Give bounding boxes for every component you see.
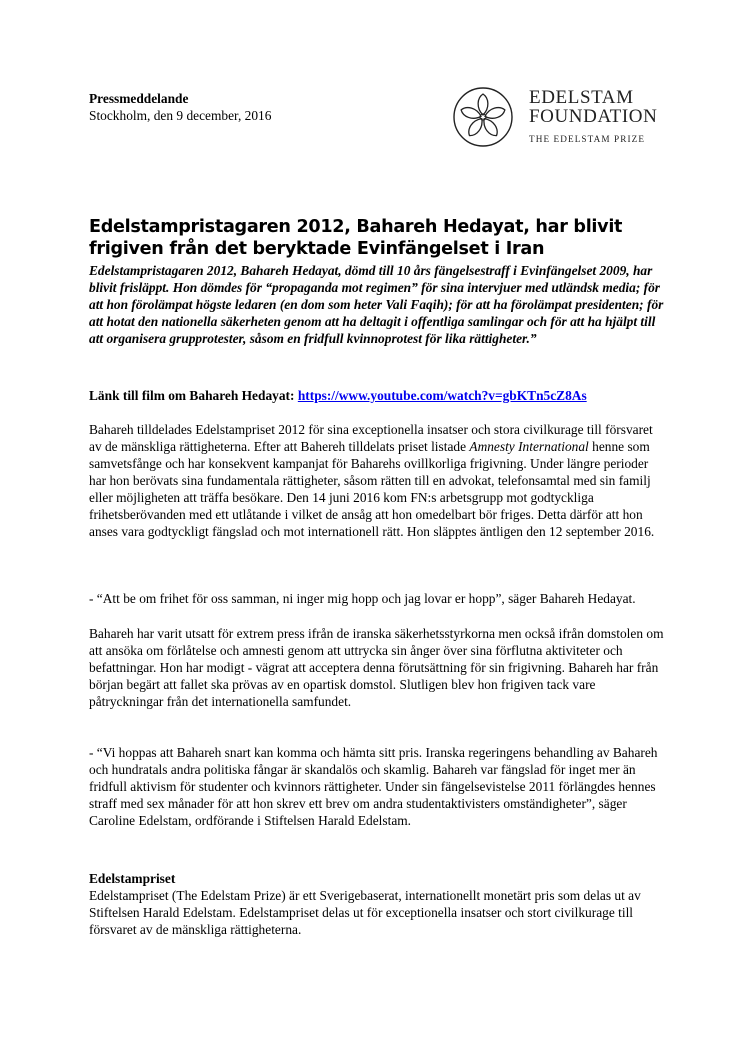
p1-text-a: Bahareh tilldelades Edelstampriset 2012 för sina exceptionella insatser och stora civilkurage till försvaret av de mänskliga rättigheterna. Efter att Bahereh tilldelats priset listade: [89, 422, 653, 454]
p1-text-b: henne som samvetsfånge och har konsekvent kampanjat för Baharehs ovillkorliga frigivning. Under längre perioder har hon berövats sina fundamentala rättigheter, såsom rätten till en advokat, telefonsamtal med sin familj eller möjligheten att träffa besökare. Den 14 juni 2016 kom FN:s arbetsgrupp mot godtyckliga frihetsberövanden med ett utlåtande i vilket de ansåg att hon omedelbart bör friges. Detta därför att hon anses vara godtyckligt fängslad och mot internationell rätt. Hon släpptes äntligen den 12 september 2016.: [89, 439, 655, 539]
logo-line-1: EDELSTAM: [529, 87, 634, 108]
headline: Edelstampristagaren 2012, Bahareh Hedayat, har blivit frigiven från det beryktade Evinfängelset i Iran: [89, 217, 623, 259]
edelstam-logo: [452, 86, 662, 150]
edelstam-prize-section: [89, 870, 664, 938]
amnesty-international: Amnesty International: [469, 439, 589, 454]
body-paragraph-4: - “Vi hoppas att Bahareh snart kan komma och hämta sitt pris. Iranska regeringens behandling av Bahareh och hundratals andra politiska fångar är skandalös och skamlig. Bahareh var fängslad för inget mer än fridfull aktivism för studenter och kvinnors rättigheter. Under sin fängelsevistelse 2011 förlängdes hennes straff med sex månader för att hon skrev ett brev om andra studentaktivisters omständigheter”, säger Caroline Edelstam, ordförande i Stiftelsen Harald Edelstam.: [89, 745, 658, 828]
dateline: Stockholm, den 9 december, 2016: [89, 108, 272, 123]
body-paragraph-1: [89, 421, 664, 540]
body-paragraph-3: Bahareh har varit utsatt för extrem press ifrån de iranska säkerhetsstyrkorna men också ifrån domstolen om att ansöka om förlåtelse och amnesti genom att uttrycka sin ånger över sina förflutna aktiviteter och befattningar. Hon har modigt - vägrat att acceptera denna förutsättning för sin frigivning. Bahareh har från början begärt att fallet ska prövas av en opartisk domstol. Slutligen blev hon frigiven tack vare påtryckningar från det internationella samfundet.: [89, 626, 664, 709]
film-link-label: Länk till film om Bahareh Hedayat:: [89, 388, 295, 403]
flower-logo-icon: [452, 86, 514, 148]
logo-line-3: THE EDELSTAM PRIZE: [529, 134, 646, 144]
lead-paragraph: Edelstampristagaren 2012, Bahareh Hedayat, dömd till 10 års fängelsestraff i Evinfängelset 2009, har blivit frisläppt. Hon dömdes för “propaganda mot regimen” för sina intervjuer med utländsk media; för att hon förolämpat högste ledaren (en dom som heter Vali Faqih); för att ha förolämpat presidenten; för att hotat den nationella säkerheten genom att ha deltagit i offentliga samlingar och för att ha hjälpt till att organisera grupprotester, såsom en fridfull kvinnoprotest för lika rättigheter.”: [89, 263, 664, 346]
youtube-link[interactable]: https://www.youtube.com/watch?v=gbKTn5cZ8As: [297, 388, 587, 403]
section-heading: Edelstampriset: [89, 871, 176, 886]
logo-line-2: FOUNDATION: [529, 106, 658, 127]
logo-wordmark: [529, 88, 657, 144]
body-paragraph-2: - “Att be om frihet för oss samman, ni inger mig hopp och jag lovar er hopp”, säger Bahareh Hedayat.: [89, 591, 636, 606]
press-release-label: Pressmeddelande: [89, 91, 189, 106]
press-header: [89, 90, 271, 124]
film-link-line: [89, 387, 669, 404]
body-paragraph-5: Edelstampriset (The Edelstam Prize) är ett Sverigebaserat, internationellt monetärt pris som delas ut av Stiftelsen Harald Edelstam. Edelstampriset delas ut för exceptionella insatser och stort civilkurage till försvaret av de mänskliga rättigheterna.: [89, 888, 641, 937]
